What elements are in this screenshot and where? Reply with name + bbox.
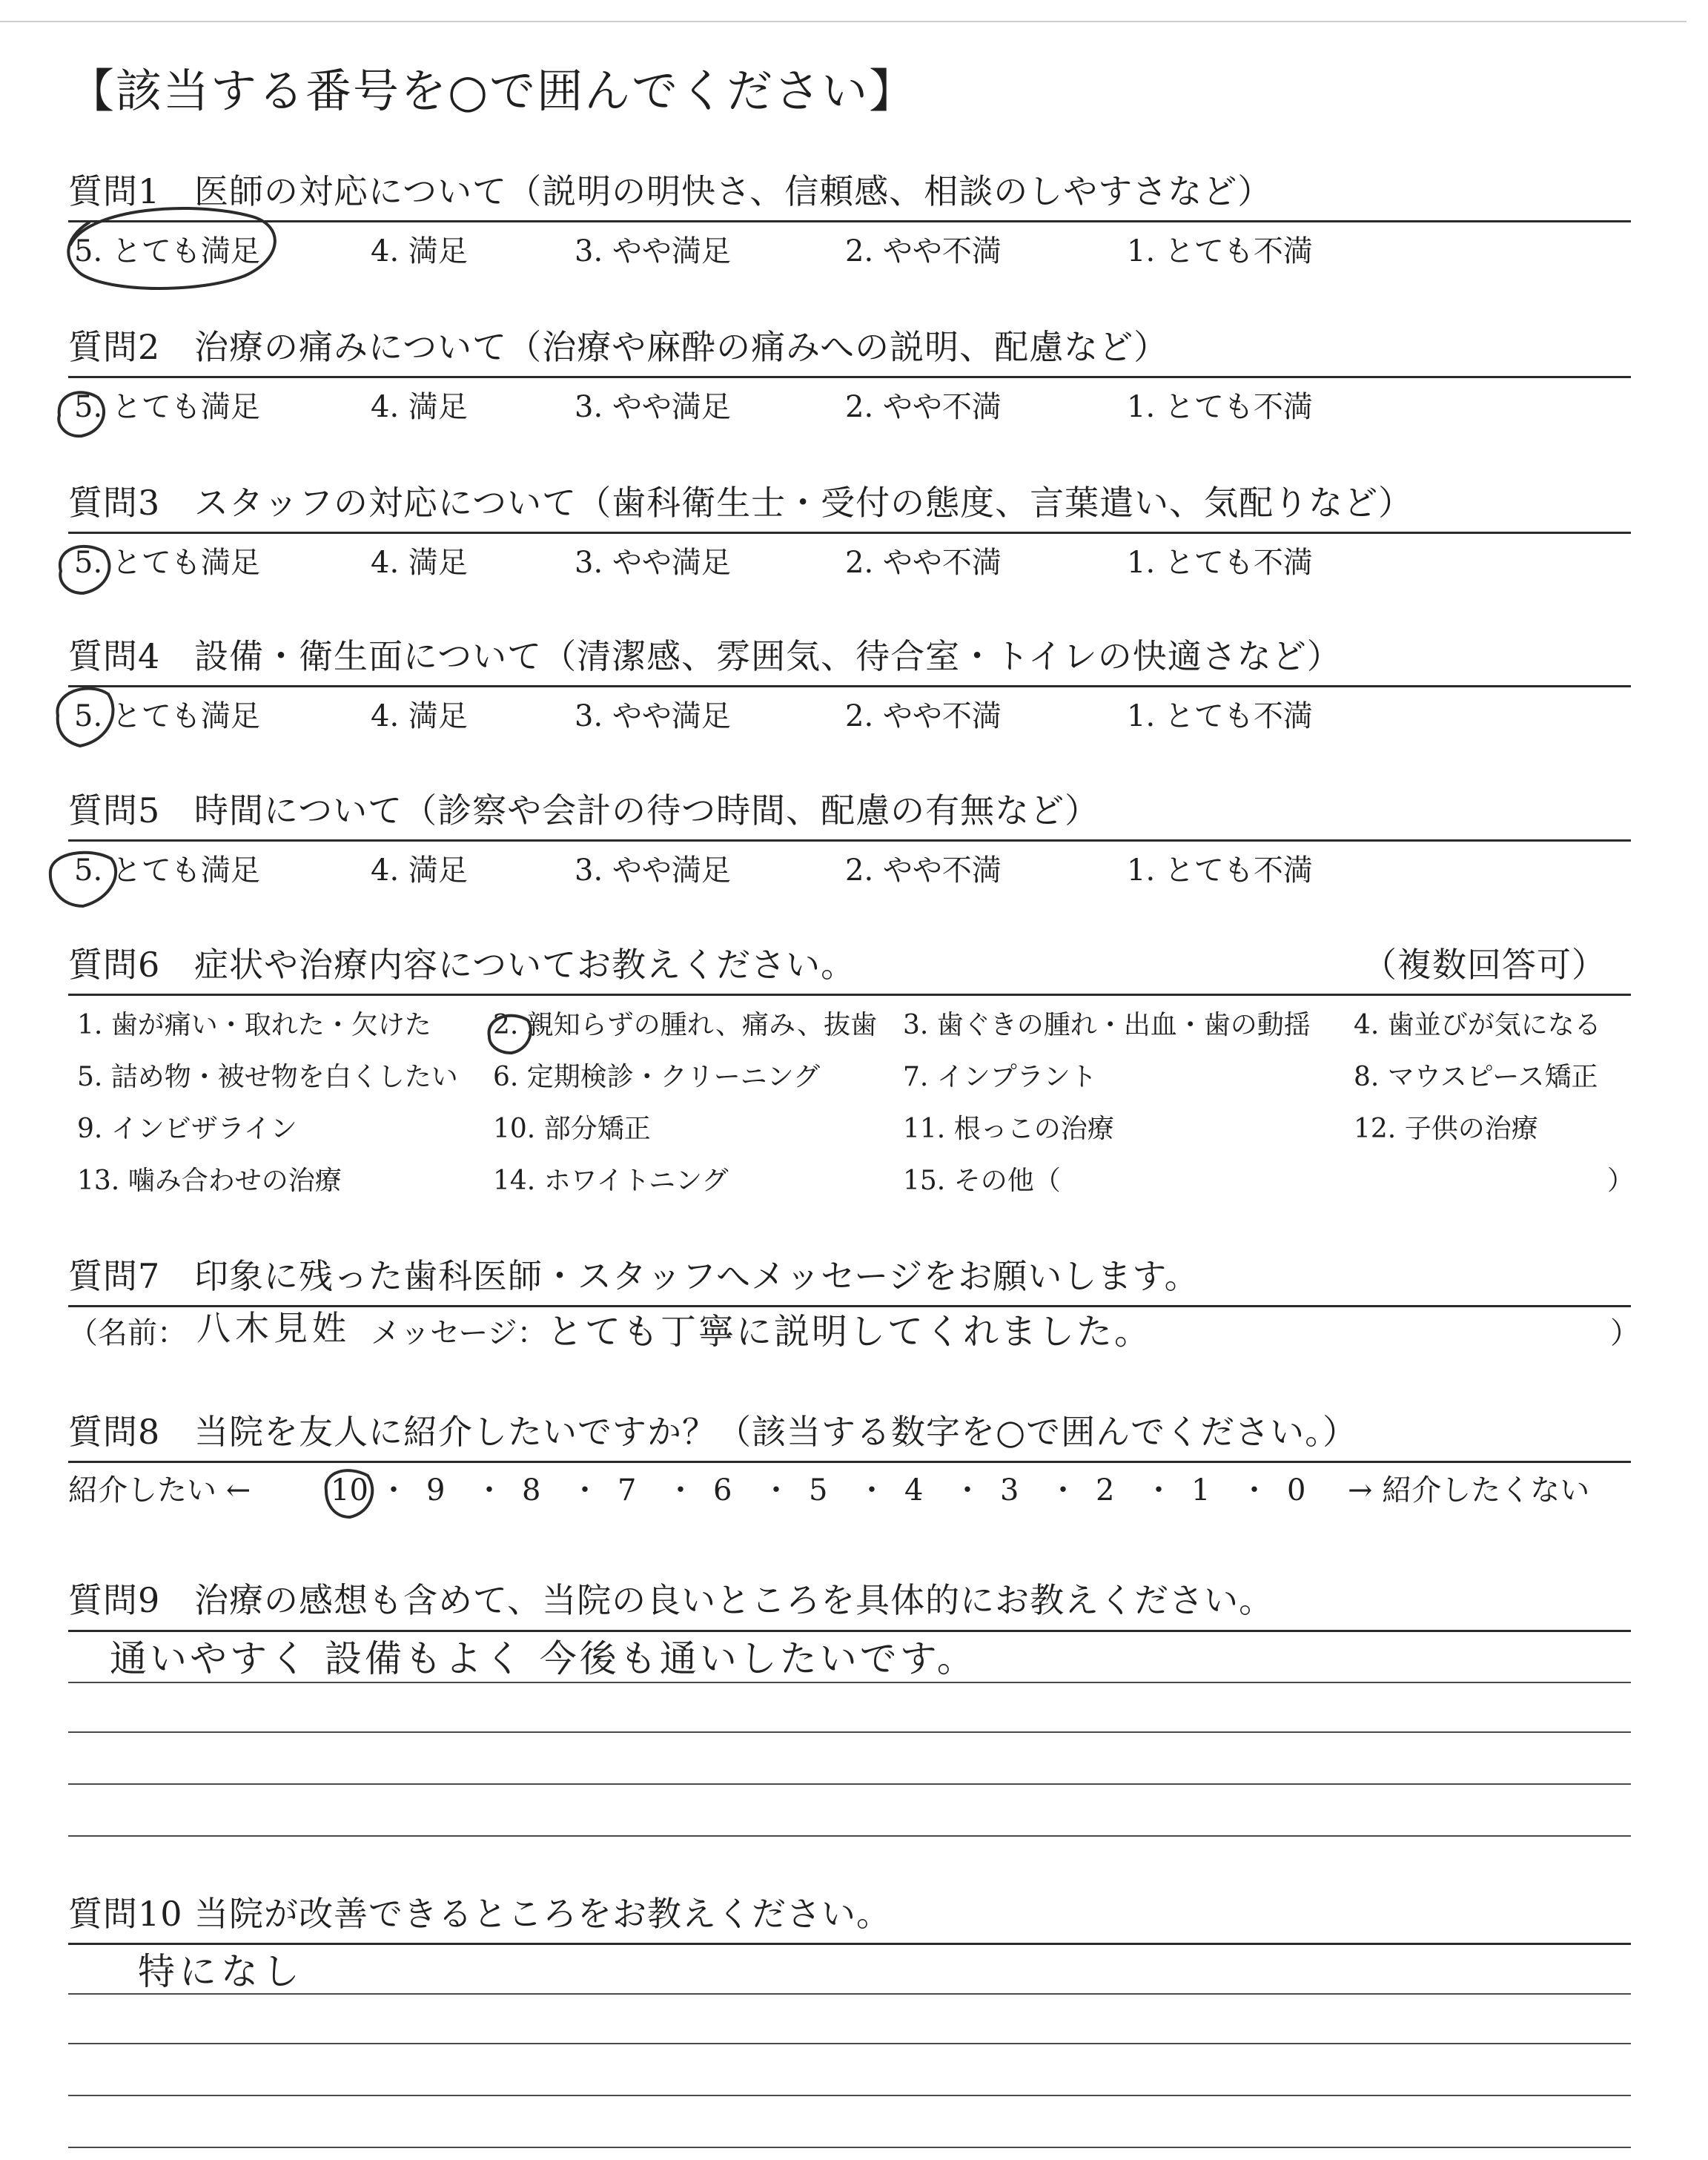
q3-option-3[interactable]: 3. やや満足 (575, 546, 731, 580)
q7-text: 印象に残った歯科医師・スタッフへメッセージをお願いします。 (194, 1256, 1199, 1296)
q3-label: 質問3 (68, 483, 161, 523)
q10-answer: 特になし (138, 1950, 304, 1993)
q8-scale-7[interactable]: 7 (618, 1473, 637, 1507)
q6-option-6[interactable]: 6. 定期検診・クリーニング (493, 1062, 821, 1092)
q1-label: 質問1 (68, 171, 161, 211)
q6-option-2[interactable]: 2. 親知らずの腫れ、痛み、抜歯 (493, 1010, 878, 1040)
page-title: 【該当する番号を○で囲んでください】 (68, 64, 917, 118)
q2-option-4[interactable]: 4. 満足 (371, 390, 468, 424)
q5-text: 時間について（診察や会計の待つ時間、配慮の有無など） (194, 790, 1100, 830)
q7-label: 質問7 (68, 1256, 161, 1296)
q6-option-11[interactable]: 11. 根っこの治療 (903, 1114, 1114, 1144)
q3-option-2[interactable]: 2. やや不満 (845, 546, 1002, 580)
q7-name-value: 八木見姓 (196, 1308, 351, 1348)
q6-other-close: ） (1607, 1166, 1635, 1196)
q8-scale-8[interactable]: 8 (522, 1473, 541, 1507)
q10-rule (68, 1943, 1631, 1945)
q7-heading (68, 1256, 1199, 1296)
q9-line-2 (68, 1731, 1631, 1733)
q8-scale-separator: ・ (857, 1473, 887, 1507)
q8-scale-4[interactable]: 4 (904, 1473, 924, 1507)
q2-option-2[interactable]: 2. やや不満 (845, 390, 1002, 424)
q6-label: 質問6 (68, 945, 161, 985)
q7-message-value: とても丁寧に説明してくれました。 (547, 1311, 1153, 1353)
q1-option-2[interactable]: 2. やや不満 (845, 234, 1002, 268)
q6-option-9[interactable]: 9. インビザライン (77, 1114, 297, 1144)
q7-name-label: （名前： (68, 1316, 187, 1350)
q6-option-1[interactable]: 1. 歯が痛い・取れた・欠けた (77, 1010, 431, 1040)
q5-heading (68, 790, 1100, 830)
q3-text: スタッフの対応について（歯科衛生士・受付の態度、言葉遣い、気配りなど） (194, 483, 1414, 523)
q8-left-label: 紹介したい ← (68, 1473, 251, 1507)
q1-option-3[interactable]: 3. やや満足 (575, 234, 731, 268)
q10-line-4 (68, 2147, 1631, 2148)
q1-text: 医師の対応について（説明の明快さ、信頼感、相談のしやすさなど） (194, 171, 1273, 211)
q4-rule (68, 685, 1631, 687)
q6-note: （複数回答可） (1363, 945, 1606, 985)
q1-heading (68, 171, 1273, 211)
q8-heading (68, 1412, 1358, 1452)
q5-label: 質問5 (68, 790, 161, 830)
q9-heading (68, 1580, 1274, 1620)
q2-text: 治療の痛みについて（治療や麻酔の痛みへの説明、配慮など） (194, 327, 1169, 367)
q8-scale-separator: ・ (570, 1473, 600, 1507)
q2-option-5[interactable]: 5. とても満足 (74, 390, 260, 424)
q4-option-2[interactable]: 2. やや不満 (845, 699, 1002, 733)
q8-scale-2[interactable]: 2 (1096, 1473, 1115, 1507)
q8-scale-separator: ・ (379, 1473, 408, 1507)
q8-scale-1[interactable]: 1 (1191, 1473, 1211, 1507)
q2-option-3[interactable]: 3. やや満足 (575, 390, 731, 424)
q9-rule (68, 1630, 1631, 1632)
q8-scale-6[interactable]: 6 (713, 1473, 732, 1507)
q8-scale-separator: ・ (1144, 1473, 1174, 1507)
q4-option-5[interactable]: 5. とても満足 (74, 699, 260, 733)
q1-option-1[interactable]: 1. とても不満 (1127, 234, 1313, 268)
q5-option-3[interactable]: 3. やや満足 (575, 853, 731, 888)
q7-rule (68, 1305, 1631, 1307)
q4-option-4[interactable]: 4. 満足 (371, 699, 468, 733)
q7-message-label: メッセージ： (371, 1316, 547, 1350)
q5-option-2[interactable]: 2. やや不満 (845, 853, 1002, 888)
q6-option-3[interactable]: 3. 歯ぐきの腫れ・出血・歯の動揺 (903, 1010, 1311, 1040)
q9-answer: 通いやすく 設備もよく 今後も通いしたいです。 (110, 1637, 977, 1680)
q6-option-5[interactable]: 5. 詰め物・被せ物を白くしたい (77, 1062, 458, 1092)
q6-text: 症状や治療内容についてお教えください。 (194, 945, 856, 985)
q4-text: 設備・衛生面について（清潔感、雰囲気、待合室・トイレの快適さなど） (194, 636, 1342, 676)
q10-heading (68, 1894, 891, 1934)
q2-label: 質問2 (68, 327, 161, 367)
q9-text: 治療の感想も含めて、当院の良いところを具体的にお教えください。 (194, 1580, 1274, 1620)
q7-close: ） (1610, 1316, 1640, 1350)
q6-option-10[interactable]: 10. 部分矯正 (493, 1114, 651, 1144)
q8-label: 質問8 (68, 1412, 161, 1452)
q9-label: 質問9 (68, 1580, 161, 1620)
q6-option-12[interactable]: 12. 子供の治療 (1354, 1114, 1538, 1144)
q4-label: 質問4 (68, 636, 161, 676)
q5-rule (68, 839, 1631, 842)
q6-option-14[interactable]: 14. ホワイトニング (493, 1166, 729, 1196)
q1-option-5[interactable]: 5. とても満足 (74, 234, 260, 268)
q8-scale-10[interactable]: 10 (331, 1473, 368, 1507)
q2-option-1[interactable]: 1. とても不満 (1127, 390, 1313, 424)
q8-scale-separator: ・ (761, 1473, 791, 1507)
q8-scale-separator: ・ (666, 1473, 695, 1507)
q8-scale-separator: ・ (474, 1473, 504, 1507)
q8-right-label: → 紹介したくない (1348, 1473, 1590, 1507)
q4-option-1[interactable]: 1. とても不満 (1127, 699, 1313, 733)
q6-option-4[interactable]: 4. 歯並びが気になる (1354, 1010, 1601, 1040)
q8-scale-separator: ・ (1048, 1473, 1078, 1507)
q10-label: 質問10 (68, 1894, 183, 1934)
q6-heading (68, 945, 856, 985)
q8-scale-9[interactable]: 9 (426, 1473, 446, 1507)
q3-heading (68, 483, 1414, 523)
q4-heading (68, 636, 1342, 676)
q8-text: 当院を友人に紹介したいですか？（該当する数字を○で囲んでください。） (194, 1412, 1358, 1452)
q6-option-7[interactable]: 7. インプラント (903, 1062, 1097, 1092)
q5-option-4[interactable]: 4. 満足 (371, 853, 468, 888)
q8-scale-5[interactable]: 5 (809, 1473, 828, 1507)
q10-line-2 (68, 2043, 1631, 2044)
q3-option-4[interactable]: 4. 満足 (371, 546, 468, 580)
q10-text: 当院が改善できるところをお教えください。 (194, 1894, 891, 1934)
q8-scale-separator: ・ (1239, 1473, 1269, 1507)
q4-option-3[interactable]: 3. やや満足 (575, 699, 731, 733)
q5-option-5[interactable]: 5. とても満足 (74, 853, 260, 888)
q6-option-13[interactable]: 13. 噛み合わせの治療 (77, 1166, 342, 1196)
q5-option-1[interactable]: 1. とても不満 (1127, 853, 1313, 888)
q9-line-4 (68, 1835, 1631, 1837)
q6-option-15[interactable]: 15. その他（ (903, 1166, 1061, 1196)
q3-rule (68, 532, 1631, 534)
q8-rule (68, 1461, 1631, 1463)
q6-option-8[interactable]: 8. マウスピース矯正 (1354, 1062, 1598, 1092)
q6-rule (68, 994, 1631, 996)
q10-line-1 (68, 1993, 1631, 1995)
q2-rule (68, 376, 1631, 378)
q10-line-3 (68, 2095, 1631, 2096)
q9-line-1 (68, 1682, 1631, 1683)
q9-line-3 (68, 1783, 1631, 1785)
q3-option-1[interactable]: 1. とても不満 (1127, 546, 1313, 580)
q8-scale-separator: ・ (953, 1473, 982, 1507)
scan-edge (0, 21, 1687, 22)
q1-option-4[interactable]: 4. 満足 (371, 234, 468, 268)
q1-rule (68, 220, 1631, 222)
q8-scale-0[interactable]: 0 (1287, 1473, 1306, 1507)
q3-option-5[interactable]: 5. とても満足 (74, 546, 260, 580)
q8-scale-3[interactable]: 3 (1000, 1473, 1019, 1507)
q2-heading (68, 327, 1169, 367)
